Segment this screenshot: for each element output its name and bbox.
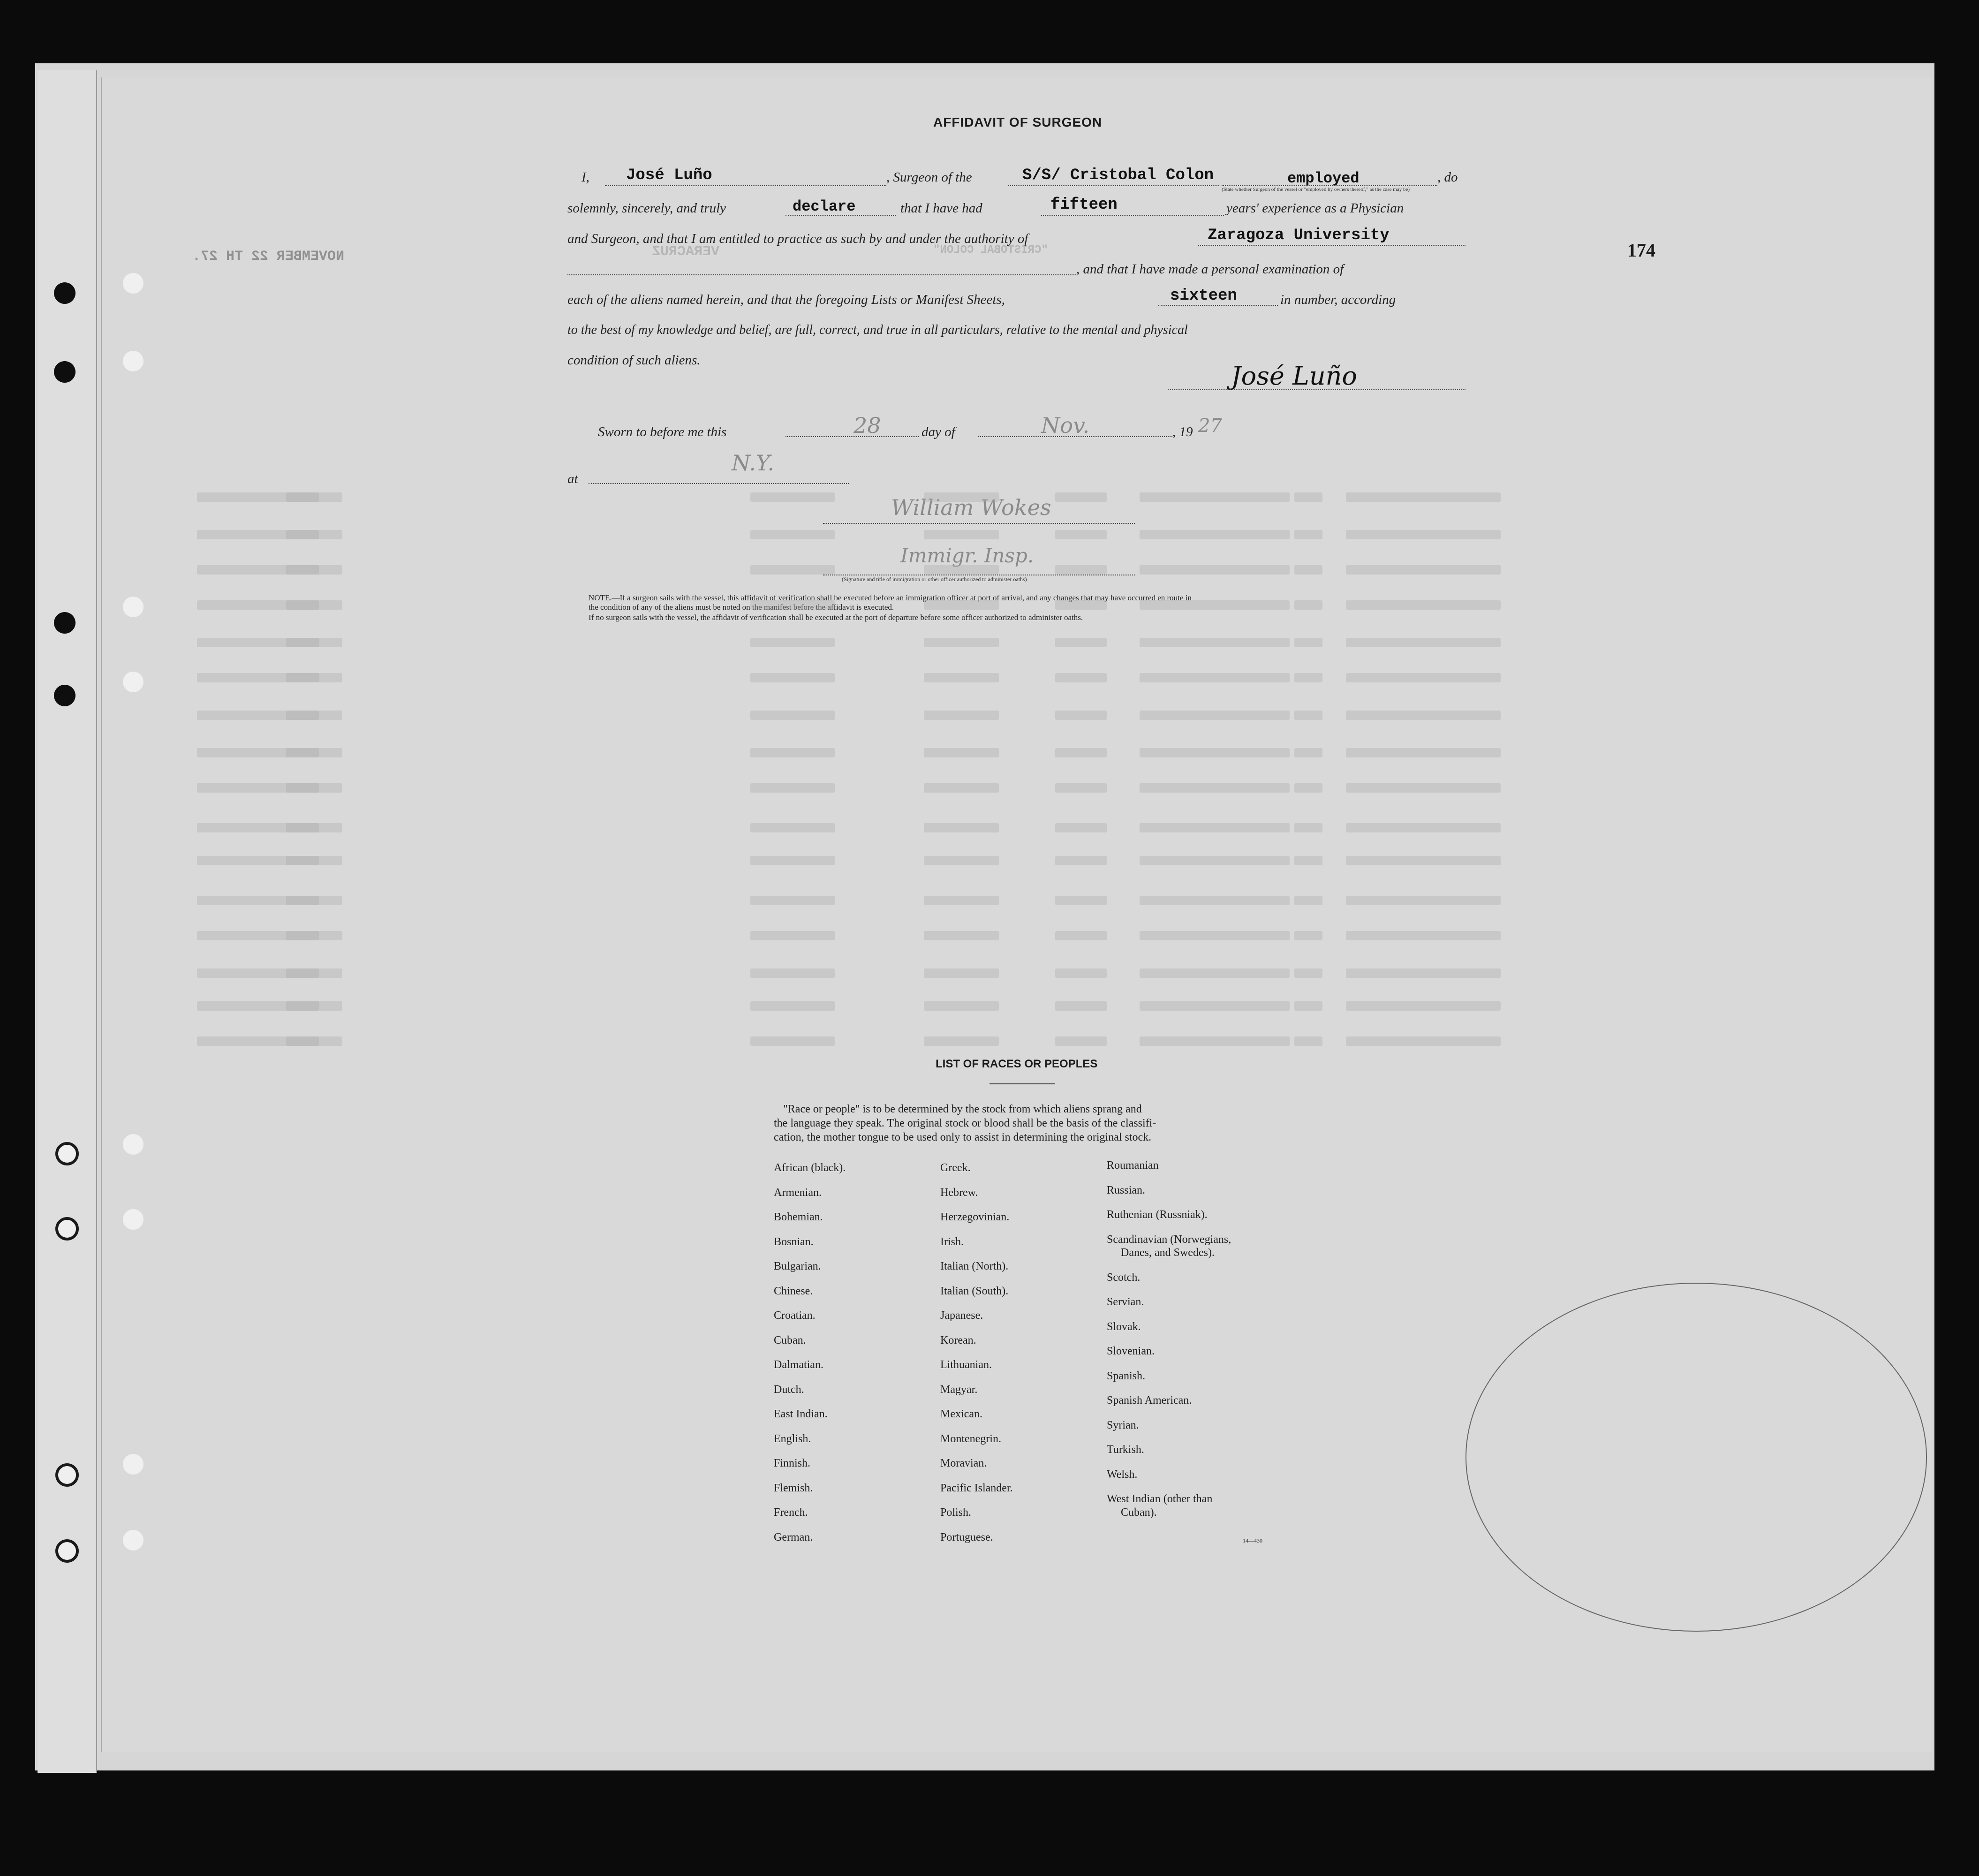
bleed-through-mark bbox=[1140, 1036, 1290, 1046]
bleed-through-mark bbox=[1346, 931, 1501, 940]
note-line-1: NOTE.—If a surgeon sails with the vessel, this affidavit of verification shall be executed before an immigration officer at port of arrival, and any changes that may have occurred en route in bbox=[589, 593, 1192, 602]
bleed-through-mark bbox=[286, 673, 342, 682]
bleed-through-mark bbox=[286, 748, 342, 757]
bleed-through-mark bbox=[924, 1001, 999, 1011]
race-item: French. bbox=[774, 1506, 808, 1519]
race-item: Welsh. bbox=[1107, 1468, 1138, 1481]
affidavit-text: solemnly, sincerely, and truly bbox=[567, 201, 726, 216]
bleed-through-mark bbox=[1140, 711, 1290, 720]
bleed-through-header-left: NOVEMBER 22 TH 27. bbox=[192, 249, 345, 265]
bleed-through-mark bbox=[1346, 600, 1501, 610]
bleed-through-mark bbox=[286, 492, 342, 502]
form-code: 14—430 bbox=[1243, 1537, 1262, 1544]
race-item: Montenegrin. bbox=[940, 1432, 1001, 1445]
race-item: Irish. bbox=[940, 1235, 964, 1248]
race-item: Greek. bbox=[940, 1162, 971, 1174]
race-item: East Indian. bbox=[774, 1408, 828, 1420]
race-item: Korean. bbox=[940, 1334, 976, 1346]
race-item: Dutch. bbox=[774, 1383, 804, 1396]
affidavit-text: years' experience as a Physician bbox=[1226, 201, 1404, 216]
bleed-through-mark bbox=[1346, 856, 1501, 865]
binder-hole bbox=[54, 612, 76, 634]
bleed-through-mark bbox=[1140, 530, 1290, 539]
bleed-through-mark bbox=[1346, 673, 1501, 682]
races-intro-1: "Race or people" is to be determined by the stock from which aliens sprang and bbox=[783, 1103, 1142, 1115]
bleed-through-mark bbox=[1055, 711, 1107, 720]
affidavit-text: , Surgeon of the bbox=[886, 170, 972, 185]
race-item: Pacific Islander. bbox=[940, 1482, 1013, 1494]
surgeon-name-line bbox=[605, 185, 886, 186]
bleed-through-mark bbox=[286, 896, 342, 905]
binder-hole bbox=[123, 672, 144, 692]
bleed-through-mark bbox=[1140, 1001, 1290, 1011]
at-place: N.Y. bbox=[732, 450, 774, 476]
bleed-through-mark bbox=[1140, 783, 1290, 793]
bleed-through-mark bbox=[1346, 711, 1501, 720]
bleed-through-mark bbox=[1346, 748, 1501, 757]
bleed-through-mark bbox=[1346, 492, 1501, 502]
race-item: Slovenian. bbox=[1107, 1345, 1155, 1358]
binder-hole bbox=[55, 1142, 79, 1165]
binding-spine bbox=[38, 70, 97, 1773]
bleed-through-mark bbox=[924, 711, 999, 720]
bleed-through-mark bbox=[1294, 711, 1322, 720]
race-item: Syrian. bbox=[1107, 1419, 1139, 1431]
affidavit-title: AFFIDAVIT OF SURGEON bbox=[933, 115, 1103, 129]
bleed-through-mark bbox=[1346, 1001, 1501, 1011]
binder-hole bbox=[123, 1134, 144, 1155]
bleed-through-mark bbox=[924, 638, 999, 647]
affidavit-prefix: I, bbox=[582, 170, 589, 185]
page-number: 174 bbox=[1627, 240, 1655, 261]
bleed-through-mark bbox=[1294, 748, 1322, 757]
bleed-through-mark bbox=[750, 783, 835, 793]
sworn-text: , 19 bbox=[1172, 424, 1193, 439]
bleed-through-mark bbox=[1140, 823, 1290, 832]
bleed-through-mark bbox=[924, 1036, 999, 1046]
race-item: Hebrew. bbox=[940, 1186, 978, 1199]
affidavit-text: each of the aliens named herein, and that the foregoing Lists or Manifest Sheets, bbox=[567, 292, 1005, 307]
race-item: Italian (North). bbox=[940, 1260, 1009, 1272]
race-item: English. bbox=[774, 1432, 811, 1445]
sworn-day: 28 bbox=[854, 413, 881, 438]
bleed-through-mark bbox=[1294, 1001, 1322, 1011]
race-item: Finnish. bbox=[774, 1457, 811, 1469]
bleed-through-mark bbox=[286, 638, 342, 647]
binder-hole bbox=[123, 273, 144, 294]
bleed-through-header-center: VERACRUZ bbox=[652, 244, 720, 260]
race-item: Chinese. bbox=[774, 1285, 813, 1297]
race-item: West Indian (other than bbox=[1107, 1493, 1213, 1505]
bleed-through-mark bbox=[1055, 783, 1107, 793]
bleed-through-mark bbox=[1346, 783, 1501, 793]
bleed-through-mark bbox=[1140, 600, 1290, 610]
sheet-count: sixteen bbox=[1170, 287, 1237, 305]
bleed-through-mark bbox=[924, 673, 999, 682]
licensing-authority: Zaragoza University bbox=[1208, 227, 1390, 244]
affidavit-text: that I have had bbox=[900, 201, 982, 216]
sworn-text: Sworn to before me this bbox=[598, 424, 727, 439]
race-item: Lithuanian. bbox=[940, 1359, 992, 1371]
oval-stamp bbox=[1465, 1283, 1927, 1632]
affidavit-text: condition of such aliens. bbox=[567, 353, 701, 368]
bleed-through-mark bbox=[1055, 968, 1107, 978]
bleed-through-mark bbox=[924, 783, 999, 793]
bleed-through-mark bbox=[750, 711, 835, 720]
bleed-through-mark bbox=[750, 492, 835, 502]
races-list-title: LIST OF RACES OR PEOPLES bbox=[936, 1058, 1098, 1070]
race-item: Cuban). bbox=[1121, 1506, 1157, 1519]
affidavit-text: and Surgeon, and that I am entitled to practice as such by and under the authority of bbox=[567, 231, 1028, 246]
bleed-through-mark bbox=[286, 856, 342, 865]
affidavit-text: , and that I have made a personal examination of bbox=[1076, 262, 1344, 277]
bleed-through-mark bbox=[286, 783, 342, 793]
employment-status: employed bbox=[1287, 170, 1360, 187]
race-item: Turkish. bbox=[1107, 1444, 1144, 1456]
bleed-through-mark bbox=[1055, 492, 1107, 502]
binder-hole bbox=[123, 1530, 144, 1551]
officer-signature: William Wokes bbox=[891, 495, 1051, 520]
binder-hole bbox=[123, 597, 144, 617]
bleed-through-mark bbox=[286, 600, 342, 610]
race-item: Italian (South). bbox=[940, 1285, 1009, 1297]
bleed-through-mark bbox=[1294, 968, 1322, 978]
race-item: Russian. bbox=[1107, 1184, 1146, 1196]
vessel-line bbox=[1008, 185, 1219, 186]
title-rule bbox=[990, 1083, 1055, 1084]
bleed-through-mark bbox=[1346, 968, 1501, 978]
officer-caption: (Signature and title of immigration or other officer authorized to administer oaths) bbox=[842, 576, 1027, 582]
race-item: Croatian. bbox=[774, 1309, 816, 1322]
surgeon-signature: José Luño bbox=[1231, 361, 1357, 391]
bleed-through-mark bbox=[286, 530, 342, 539]
bleed-through-mark bbox=[286, 565, 342, 575]
bleed-through-mark bbox=[924, 492, 999, 502]
race-item: Polish. bbox=[940, 1506, 972, 1519]
bleed-through-mark bbox=[1055, 748, 1107, 757]
bleed-through-mark bbox=[924, 823, 999, 832]
employment-line bbox=[1222, 185, 1437, 186]
at-label: at bbox=[567, 471, 578, 486]
bleed-through-mark bbox=[1055, 600, 1107, 610]
bleed-through-mark bbox=[1140, 638, 1290, 647]
bleed-through-mark bbox=[750, 638, 835, 647]
race-item: Mexican. bbox=[940, 1408, 982, 1420]
bleed-through-mark bbox=[1055, 530, 1107, 539]
race-item: African (black). bbox=[774, 1162, 846, 1174]
bleed-through-mark bbox=[1294, 565, 1322, 575]
bleed-through-header-center-2: "CRISTOBAL COLON" bbox=[933, 244, 1048, 257]
affidavit-text: in number, according bbox=[1280, 292, 1396, 307]
bleed-through-mark bbox=[1140, 931, 1290, 940]
declare-word: declare bbox=[793, 198, 856, 215]
sworn-year: 27 bbox=[1198, 415, 1222, 437]
bleed-through-mark bbox=[286, 1001, 342, 1011]
bleed-through-mark bbox=[1294, 896, 1322, 905]
officer-signature-line bbox=[823, 523, 1135, 524]
race-item: Moravian. bbox=[940, 1457, 987, 1469]
race-item: Herzegovinian. bbox=[940, 1211, 1010, 1223]
bleed-through-mark bbox=[1140, 673, 1290, 682]
officer-title: Immigr. Insp. bbox=[900, 544, 1034, 567]
binder-hole bbox=[54, 361, 76, 383]
bleed-through-mark bbox=[750, 530, 835, 539]
binder-hole bbox=[123, 1209, 144, 1230]
bleed-through-mark bbox=[1140, 748, 1290, 757]
race-item: Spanish American. bbox=[1107, 1394, 1192, 1407]
binder-hole bbox=[55, 1539, 79, 1563]
bleed-through-mark bbox=[1140, 856, 1290, 865]
authority-line-2 bbox=[567, 274, 1076, 275]
bleed-through-mark bbox=[750, 673, 835, 682]
vessel-name: S/S/ Cristobal Colon bbox=[1022, 166, 1214, 184]
bleed-through-mark bbox=[1346, 1036, 1501, 1046]
race-item: Flemish. bbox=[774, 1482, 813, 1494]
bleed-through-mark bbox=[1055, 565, 1107, 575]
binder-hole bbox=[123, 351, 144, 371]
bleed-through-mark bbox=[1055, 823, 1107, 832]
bleed-through-mark bbox=[1055, 673, 1107, 682]
race-item: Magyar. bbox=[940, 1383, 978, 1396]
race-item: Bohemian. bbox=[774, 1211, 823, 1223]
binder-hole bbox=[55, 1463, 79, 1487]
race-item: Cuban. bbox=[774, 1334, 806, 1346]
race-item: German. bbox=[774, 1531, 813, 1543]
bleed-through-mark bbox=[924, 565, 999, 575]
bleed-through-mark bbox=[924, 931, 999, 940]
race-item: Armenian. bbox=[774, 1186, 822, 1199]
bleed-through-mark bbox=[286, 968, 342, 978]
bleed-through-mark bbox=[1055, 638, 1107, 647]
bleed-through-mark bbox=[750, 968, 835, 978]
bleed-through-mark bbox=[750, 565, 835, 575]
bleed-through-mark bbox=[750, 1036, 835, 1046]
bleed-through-mark bbox=[750, 748, 835, 757]
day-line bbox=[786, 436, 919, 437]
race-item: Spanish. bbox=[1107, 1369, 1146, 1382]
race-item: Servian. bbox=[1107, 1296, 1144, 1309]
race-item: Roumanian bbox=[1107, 1159, 1159, 1172]
signature-line bbox=[1168, 389, 1465, 390]
race-item: Dalmatian. bbox=[774, 1359, 823, 1371]
note-line-2: the condition of any of the aliens must be noted on the manifest before the affidavit is executed. bbox=[589, 603, 894, 612]
bleed-through-mark bbox=[924, 748, 999, 757]
race-item: Danes, and Swedes). bbox=[1121, 1247, 1215, 1259]
affidavit-text: to the best of my knowledge and belief, are full, correct, and true in all particulars, relative to the mental and physical bbox=[567, 323, 1188, 337]
years-line bbox=[1041, 215, 1224, 216]
month-line bbox=[978, 436, 1172, 437]
bleed-through-mark bbox=[1346, 565, 1501, 575]
binder-hole bbox=[55, 1217, 79, 1241]
bleed-through-mark bbox=[1294, 600, 1322, 610]
bleed-through-mark bbox=[924, 530, 999, 539]
surgeon-name: José Luño bbox=[626, 166, 712, 184]
bleed-through-mark bbox=[286, 711, 342, 720]
bleed-through-mark bbox=[924, 896, 999, 905]
employment-note: (State whether Surgeon of the vessel or "employed by owners thereof," as the case may be) bbox=[1222, 187, 1410, 192]
bleed-through-mark bbox=[1294, 638, 1322, 647]
bleed-through-mark bbox=[1346, 896, 1501, 905]
binder-hole bbox=[54, 685, 76, 706]
race-item: Scandinavian (Norwegians, bbox=[1107, 1233, 1231, 1246]
count-line bbox=[1158, 305, 1278, 306]
affidavit-text: , do bbox=[1437, 170, 1458, 185]
bleed-through-mark bbox=[924, 600, 999, 610]
bleed-through-mark bbox=[1294, 823, 1322, 832]
binder-hole bbox=[123, 1454, 144, 1475]
bleed-through-mark bbox=[1294, 673, 1322, 682]
bleed-through-mark bbox=[750, 600, 835, 610]
authority-line bbox=[1198, 245, 1465, 246]
bleed-through-mark bbox=[1294, 1036, 1322, 1046]
race-item: Ruthenian (Russniak). bbox=[1107, 1209, 1208, 1221]
bleed-through-mark bbox=[750, 1001, 835, 1011]
bleed-through-mark bbox=[750, 823, 835, 832]
bleed-through-mark bbox=[1055, 856, 1107, 865]
race-item: Bosnian. bbox=[774, 1235, 814, 1248]
bleed-through-mark bbox=[1346, 638, 1501, 647]
bleed-through-mark bbox=[1346, 530, 1501, 539]
bleed-through-mark bbox=[924, 968, 999, 978]
declare-line bbox=[786, 215, 896, 216]
note-line-3: If no surgeon sails with the vessel, the affidavit of verification shall be executed at the port of departure before some officer authorized to administer oaths. bbox=[589, 613, 1083, 622]
bleed-through-mark bbox=[1294, 530, 1322, 539]
race-item: Slovak. bbox=[1107, 1320, 1141, 1333]
bleed-through-mark bbox=[286, 1036, 342, 1046]
bleed-through-mark bbox=[1140, 492, 1290, 502]
bleed-through-mark bbox=[750, 856, 835, 865]
bleed-through-mark bbox=[924, 856, 999, 865]
bleed-through-mark bbox=[1294, 783, 1322, 793]
binder-hole bbox=[54, 282, 76, 304]
bleed-through-mark bbox=[1055, 1001, 1107, 1011]
race-item: Scotch. bbox=[1107, 1271, 1141, 1284]
bleed-through-mark bbox=[1055, 931, 1107, 940]
bleed-through-mark bbox=[1140, 565, 1290, 575]
bleed-through-mark bbox=[1294, 931, 1322, 940]
years-experience: fifteen bbox=[1050, 196, 1118, 214]
sworn-month: Nov. bbox=[1041, 413, 1090, 438]
bleed-through-mark bbox=[750, 896, 835, 905]
bleed-through-mark bbox=[750, 931, 835, 940]
bleed-through-mark bbox=[286, 823, 342, 832]
bleed-through-mark bbox=[1140, 968, 1290, 978]
sworn-text: day of bbox=[922, 424, 955, 439]
bleed-through-mark bbox=[1346, 823, 1501, 832]
bleed-through-mark bbox=[286, 931, 342, 940]
bleed-through-mark bbox=[1294, 492, 1322, 502]
bleed-through-mark bbox=[1055, 1036, 1107, 1046]
races-intro-3: cation, the mother tongue to be used only to assist in determining the original stock. bbox=[774, 1131, 1152, 1143]
race-item: Bulgarian. bbox=[774, 1260, 821, 1272]
place-line bbox=[589, 483, 849, 484]
bleed-through-mark bbox=[1055, 896, 1107, 905]
bleed-through-mark bbox=[1294, 856, 1322, 865]
race-item: Japanese. bbox=[940, 1309, 983, 1322]
races-intro-2: the language they speak. The original stock or blood shall be the basis of the classifi- bbox=[774, 1117, 1156, 1129]
bleed-through-mark bbox=[1140, 896, 1290, 905]
race-item: Portuguese. bbox=[940, 1531, 993, 1543]
